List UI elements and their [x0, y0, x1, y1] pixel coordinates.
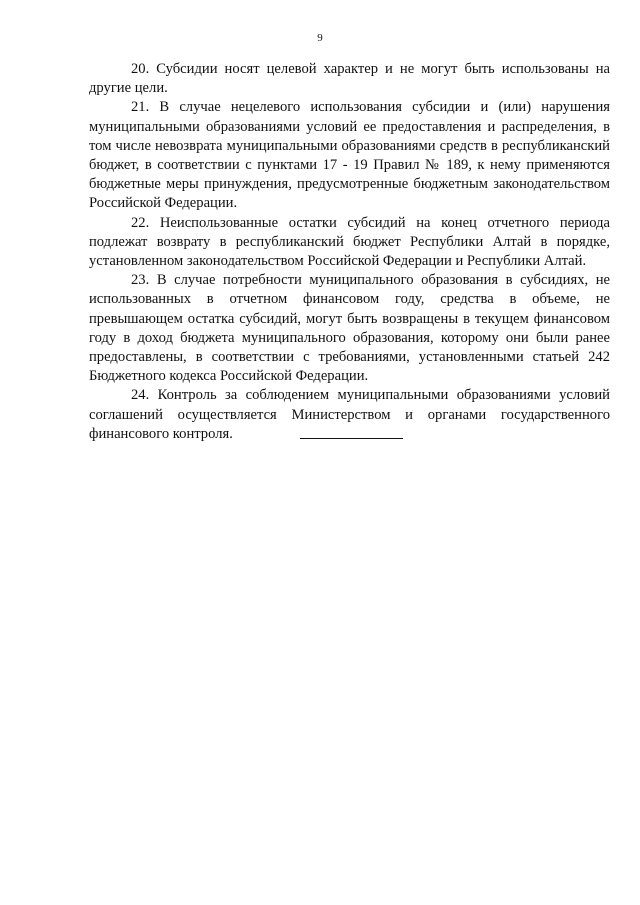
paragraph-21: 21. В случае нецелевого использования субсидии и (или) нарушения муниципальными образованиями условий ее предоставления и распределения, в том числе невозврата муниципальными образованиями средств в республиканский бюджет, в соответствии с пунктами 17 - 19 Правил № 189, к нему применяются бюджетные меры принуждения, предусмотренные бюджетным законодательством Российской Федерации.	[89, 99, 610, 212]
document-body	[89, 60, 610, 444]
paragraph-23: 23. В случае потребности муниципального образования в субсидиях, не использованных в отчетном финансовом году, средства в объеме, не превышающем остатка субсидий, могут быть возвращены в текущем финансовом году в доход бюджета муниципального образования, которому они были ранее предоставлены, в соответствии с требованиями, установленными статьей 242 Бюджетного кодекса Российской Федерации.	[89, 272, 610, 385]
paragraph-24: 24. Контроль за соблюдением муниципальными образованиями условий соглашений осуществляется Министерством и органами государственного финансового контроля.	[89, 387, 610, 442]
closing-divider-line	[300, 438, 403, 439]
paragraph-22: 22. Неиспользованные остатки субсидий на конец отчетного периода подлежат возврату в республиканский бюджет Республики Алтай в порядке, установленном законодательством Российской Федерации и Республики Алтай.	[89, 214, 610, 270]
paragraph-20: 20. Субсидии носят целевой характер и не могут быть использованы на другие цели.	[89, 61, 610, 97]
page-number: 9	[317, 32, 323, 44]
